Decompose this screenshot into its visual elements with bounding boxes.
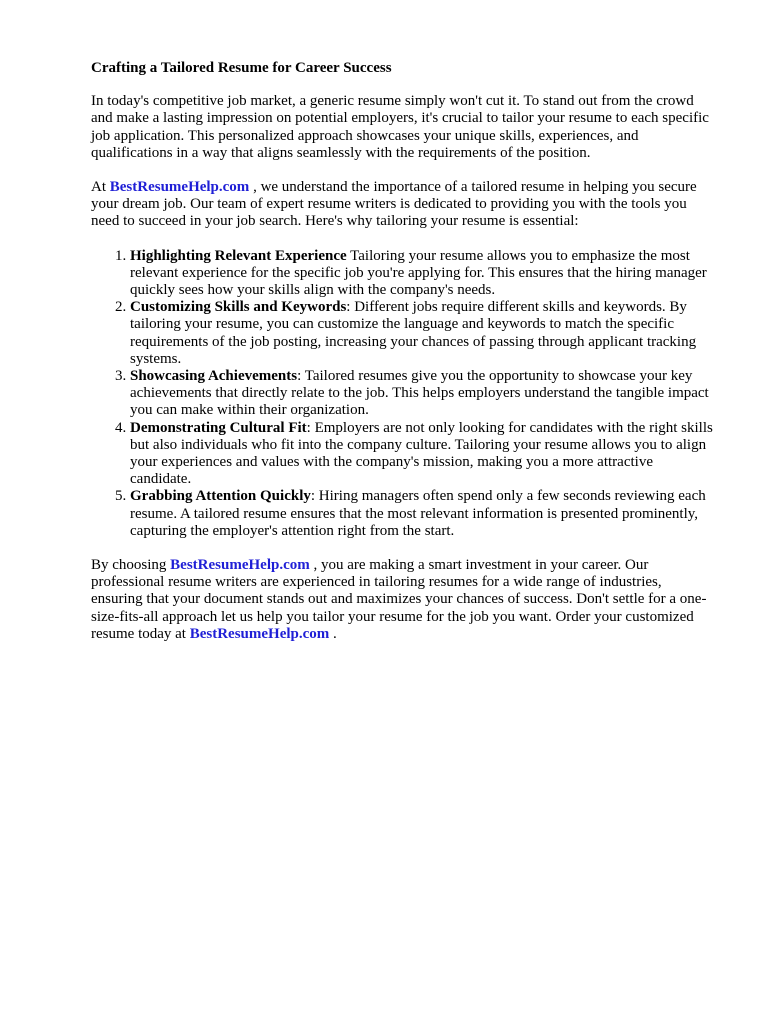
reason-text: : Employers are not only looking for candidates with the right skills but also individuals who fit into the company culture. Tailoring your resume allows you to align your experiences and values with the company's mission, making you a more attractive candidate.: [130, 419, 713, 488]
document-title: Crafting a Tailored Resume for Career Success: [91, 60, 392, 76]
list-item: [130, 488, 713, 540]
closing-paragraph: [91, 557, 713, 643]
reason-term: Demonstrating Cultural Fit: [130, 419, 307, 436]
reason-term: Grabbing Attention Quickly: [130, 488, 311, 505]
document-page: [91, 60, 713, 660]
intro-paragraph: In today's competitive job market, a generic resume simply won't cut it. To stand out from the crowd and make a lasting impression on potential employers, it's crucial to tailor your resume to each specific job application. This personalized approach showcases your unique skills, experiences, and qualifications in a way that aligns seamlessly with the requirements of the position.: [91, 93, 709, 161]
company-paragraph: [91, 179, 713, 231]
reason-term: Customizing Skills and Keywords: [130, 299, 347, 316]
closing-suffix: .: [329, 625, 337, 642]
list-item: [130, 368, 713, 420]
bestresumehelp-link[interactable]: BestResumeHelp.com: [170, 557, 310, 574]
reason-text: : Different jobs require different skills and keywords. By tailoring your resume, you can customize the language and keywords to match the specific requirements of the job posting, increasing your chances of passing through applicant tracking systems.: [130, 299, 697, 367]
bestresumehelp-link-order[interactable]: BestResumeHelp.com: [189, 625, 330, 642]
reason-term: Highlighting Relevant Experience: [130, 247, 347, 264]
list-item: [130, 420, 713, 489]
reasons-list: [91, 248, 713, 540]
list-item: [130, 248, 713, 300]
closing-prefix: By choosing: [91, 557, 171, 574]
list-item: [130, 299, 713, 368]
company-paragraph-prefix: At: [91, 179, 110, 196]
reason-text: : Hiring managers often spend only a few seconds reviewing each resume. A tailored resume ensures that the most relevant information is presented prominently, capturing the employer's attention right from the start.: [130, 488, 706, 539]
reason-text: : Tailored resumes give you the opportunity to showcase your key achievements that directly relate to the job. This helps employers understand the tangible impact you can make within their organization.: [130, 368, 709, 419]
closing-middle: , you are making a smart investment in your career. Our professional resume writers are experienced in tailoring resumes for a wide range of industries, ensuring that your document stands out and maximizes your chances of success. Don't settle for a one-size-fits-all approach let us help you tailor your resume for the job you want. Order your customized resume today at: [91, 557, 707, 642]
reason-text: Tailoring your resume allows you to emphasize the most relevant experience for the specific job you're applying for. This ensures that the hiring manager quickly sees how your skills align with the company's needs.: [130, 247, 707, 299]
bestresumehelp-link[interactable]: BestResumeHelp.com: [109, 179, 250, 196]
company-paragraph-suffix: , we understand the importance of a tailored resume in helping you secure your dream job. Our team of expert resume writers is dedicated to providing you with the tools you need to succeed in your job search. Here's why tailoring your resume is essential:: [91, 179, 697, 230]
reason-term: Showcasing Achievements: [130, 368, 298, 385]
